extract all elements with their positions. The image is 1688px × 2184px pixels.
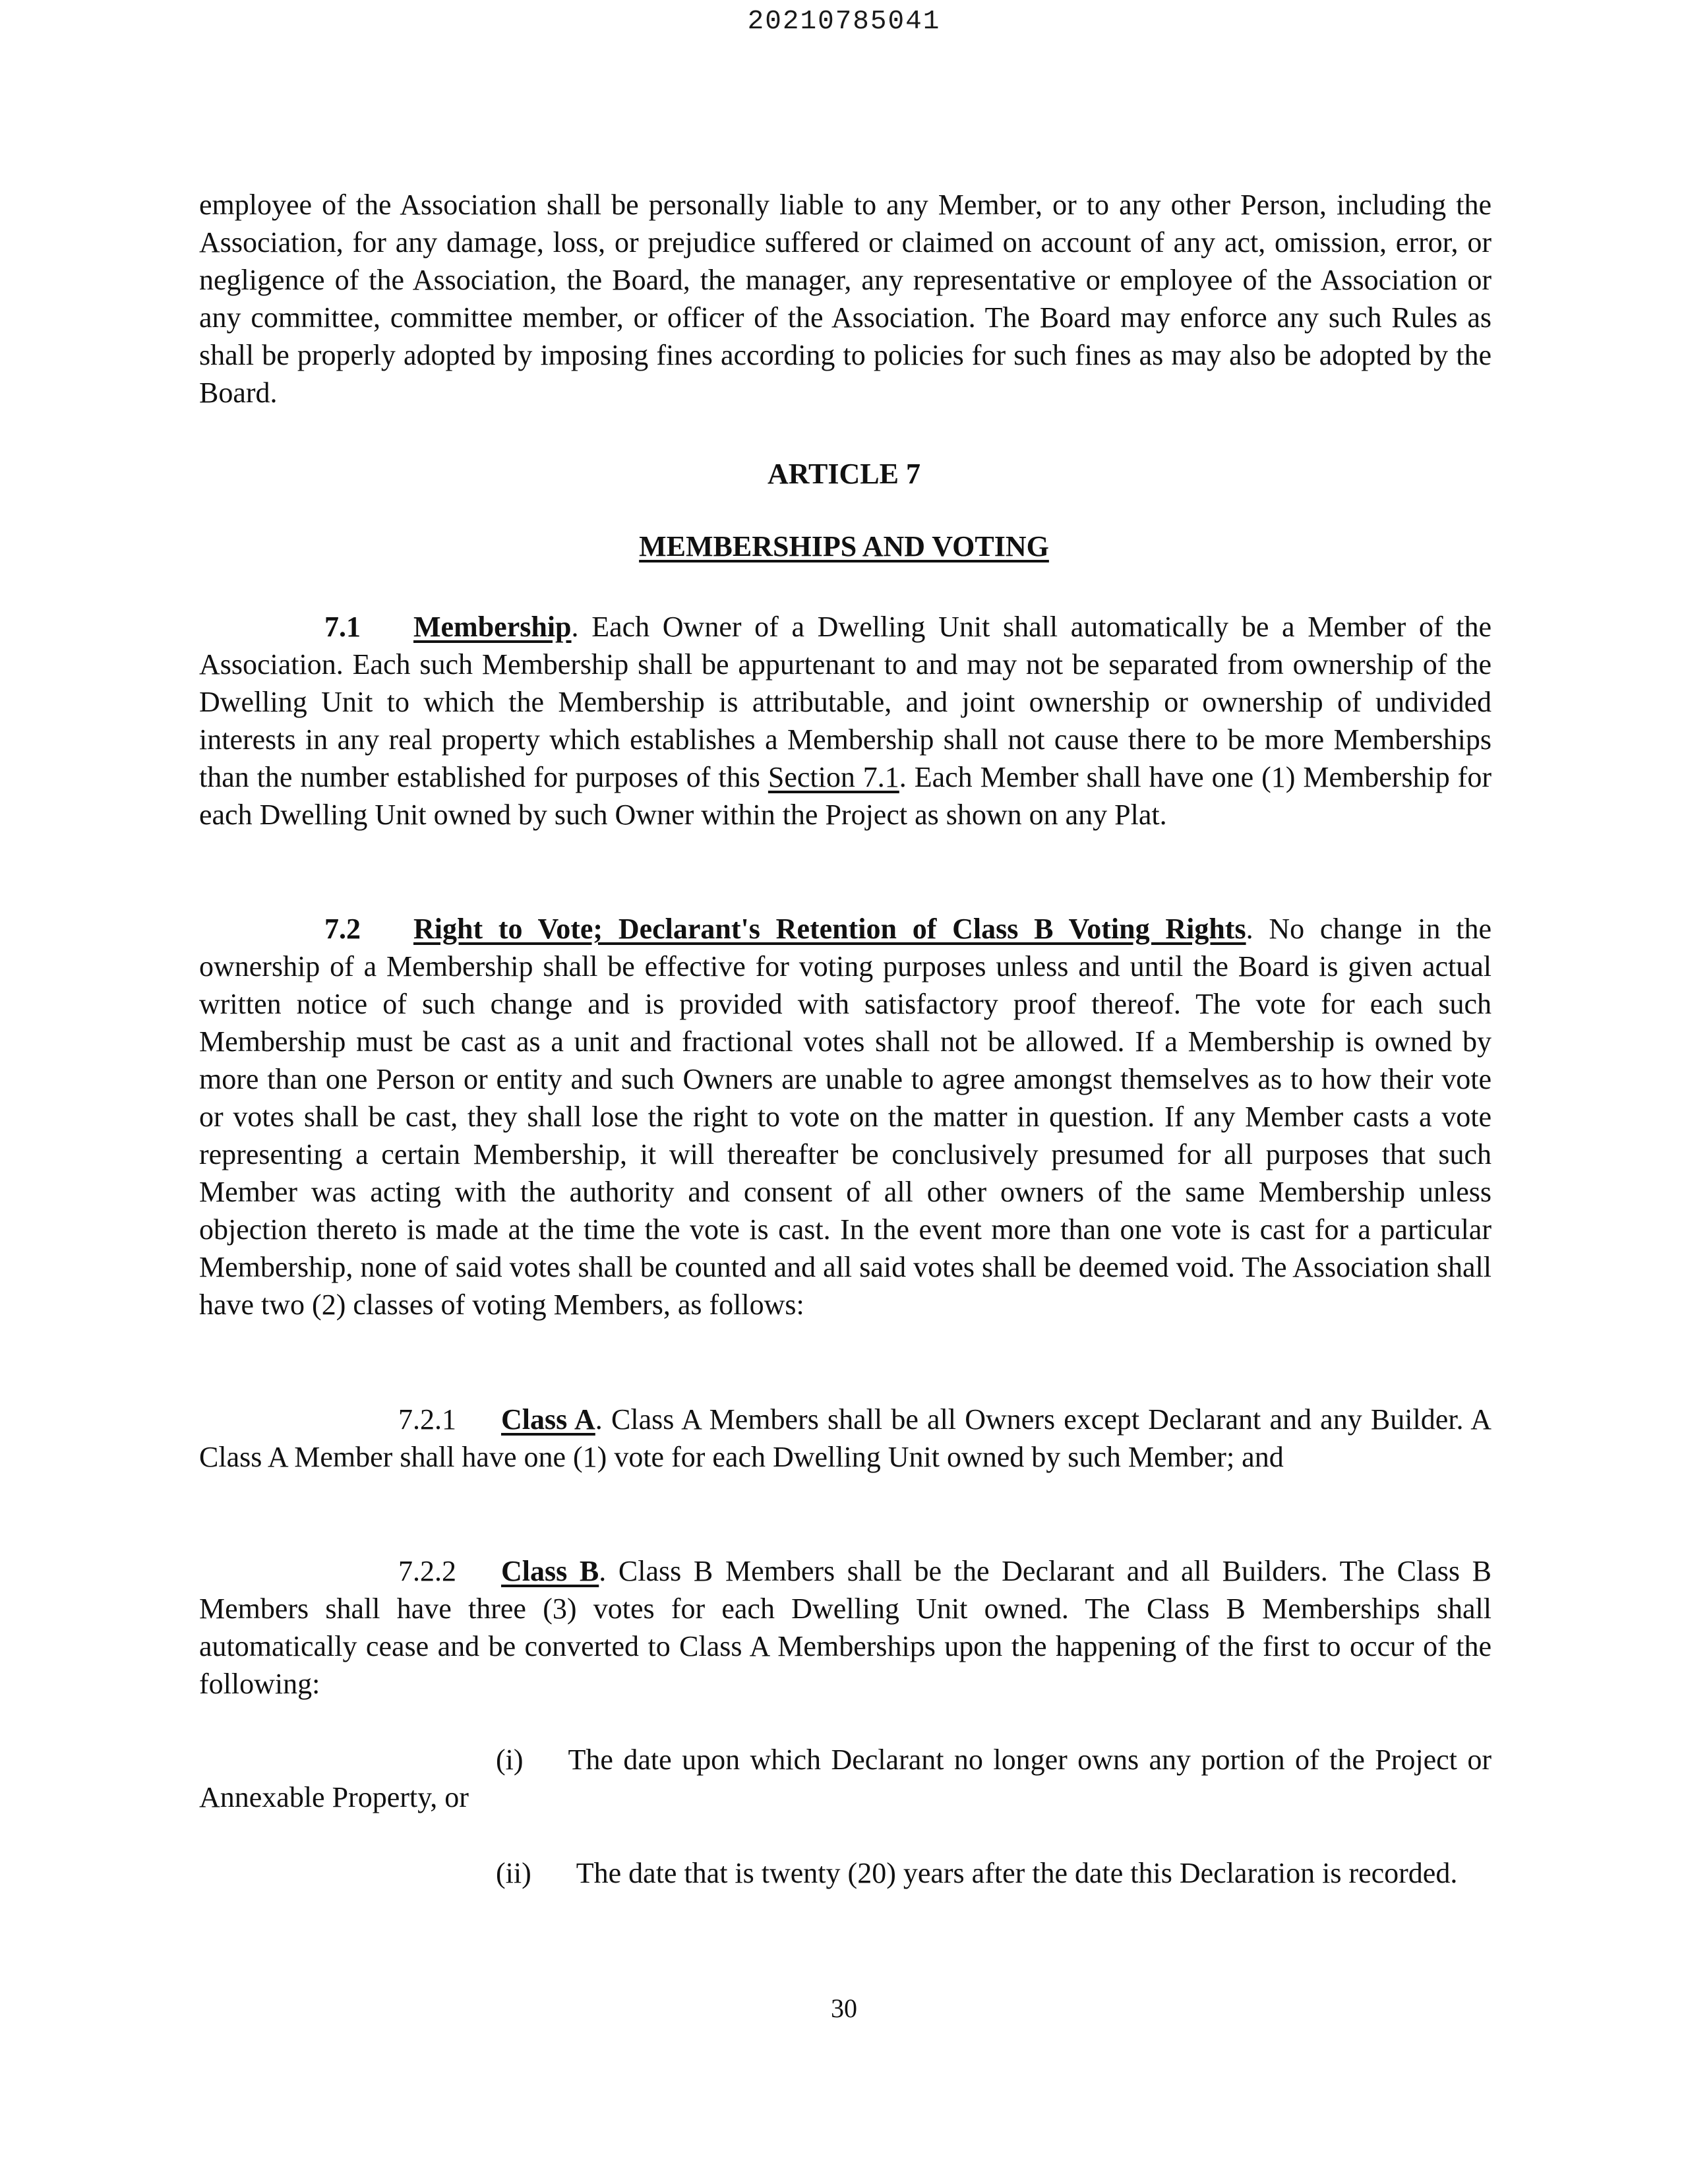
item-text: The date upon which Declarant no longer owns any portion of the Project or Annexable Property, or xyxy=(199,1744,1492,1813)
item-number: (i) xyxy=(496,1744,524,1776)
section-text: . Each Owner of a Dwelling Unit shall automatically be a Member of the Association. Each such Membership shall be appurtenant to and may not be separated from ownership of the Dwelling Unit to which the Membership is attributable, and joint ownership or ownership of undivided interests in any real property which establishes a Membership shall not cause there to be more Memberships than the number established for purposes of this xyxy=(199,611,1492,793)
item-text: The date that is twenty (20) years after the date this Declaration is recorded. xyxy=(576,1857,1458,1889)
section-7-2-2-paragraph xyxy=(199,1552,1492,1703)
section-reference-link[interactable]: Section 7.1 xyxy=(768,761,899,793)
section-7-2 xyxy=(199,910,1492,1323)
section-heading: Membership xyxy=(413,611,572,643)
section-number: 7.2 xyxy=(324,913,361,945)
subsection-number: 7.2.2 xyxy=(398,1555,456,1587)
item-ii-paragraph xyxy=(199,1854,1492,1892)
section-7-2-1-paragraph xyxy=(199,1401,1492,1476)
section-text-continued: . Each Member shall have one (1) Membership for each Dwelling Unit owned by such Owner within the Project as shown on any Plat. xyxy=(199,761,1492,831)
article-subtitle: MEMBERSHIPS AND VOTING xyxy=(639,530,1049,562)
intro-paragraph: employee of the Association shall be personally liable to any Member, or to any other Person, including the Association, for any damage, loss, or prejudice suffered or claimed on account of any act, omission, error, or negligence of the Association, the Board, the manager, any representative or employee of the Association or any committee, committee member, or officer of the Association. The Board may enforce any such Rules as shall be properly adopted by imposing fines according to policies for such fines as may also be adopted by the Board. xyxy=(199,189,1492,409)
subsection-text: . Class B Members shall be the Declarant and all Builders. The Class B Members shall have three (3) votes for each Dwelling Unit owned. The Class B Memberships shall automatically cease and be converted to Class A Memberships upon the happening of the first to occur of the following: xyxy=(199,1555,1492,1700)
section-7-2-1 xyxy=(199,1401,1492,1476)
section-heading: Right to Vote; Declarant's Retention of Class B Voting Rights xyxy=(413,913,1246,945)
document-number: 20210785041 xyxy=(747,7,941,37)
page-number: 30 xyxy=(831,1993,857,2023)
section-7-2-2 xyxy=(199,1552,1492,1703)
item-number: (ii) xyxy=(496,1857,531,1889)
item-ii xyxy=(199,1854,1492,1892)
item-i xyxy=(199,1741,1492,1816)
page-body xyxy=(199,186,1492,411)
article-title: ARTICLE 7 xyxy=(768,458,920,490)
section-7-1-paragraph xyxy=(199,608,1492,834)
section-text: . No change in the ownership of a Membership shall be effective for voting purposes unless and until the Board is given actual written notice of such change and is provided with satisfactory proof thereof. The vote for each such Membership must be cast as a unit and fractional votes shall not be allowed. If a Membership is owned by more than one Person or entity and such Owners are unable to agree amongst themselves as to how their vote or votes shall be cast, they shall lose the right to vote on the matter in question. If any Member casts a vote representing a certain Membership, it will thereafter be conclusively presumed for all purposes that such Member was acting with the authority and consent of all other owners of the same Membership unless objection thereto is made at the time the vote is cast. In the event more than one vote is cast for a particular Membership, none of said votes shall be counted and all said votes shall be deemed void. The Association shall have two (2) classes of voting Members, as follows: xyxy=(199,913,1492,1321)
subsection-number: 7.2.1 xyxy=(398,1403,456,1436)
section-number: 7.1 xyxy=(324,611,361,643)
section-7-1 xyxy=(199,608,1492,834)
subsection-heading: Class B xyxy=(501,1555,599,1587)
subsection-text: . Class A Members shall be all Owners except Declarant and any Builder. A Class A Member shall have one (1) vote for each Dwelling Unit owned by such Member; and xyxy=(199,1403,1492,1473)
section-7-2-paragraph xyxy=(199,910,1492,1323)
subsection-heading: Class A xyxy=(501,1403,595,1436)
item-i-paragraph xyxy=(199,1741,1492,1816)
